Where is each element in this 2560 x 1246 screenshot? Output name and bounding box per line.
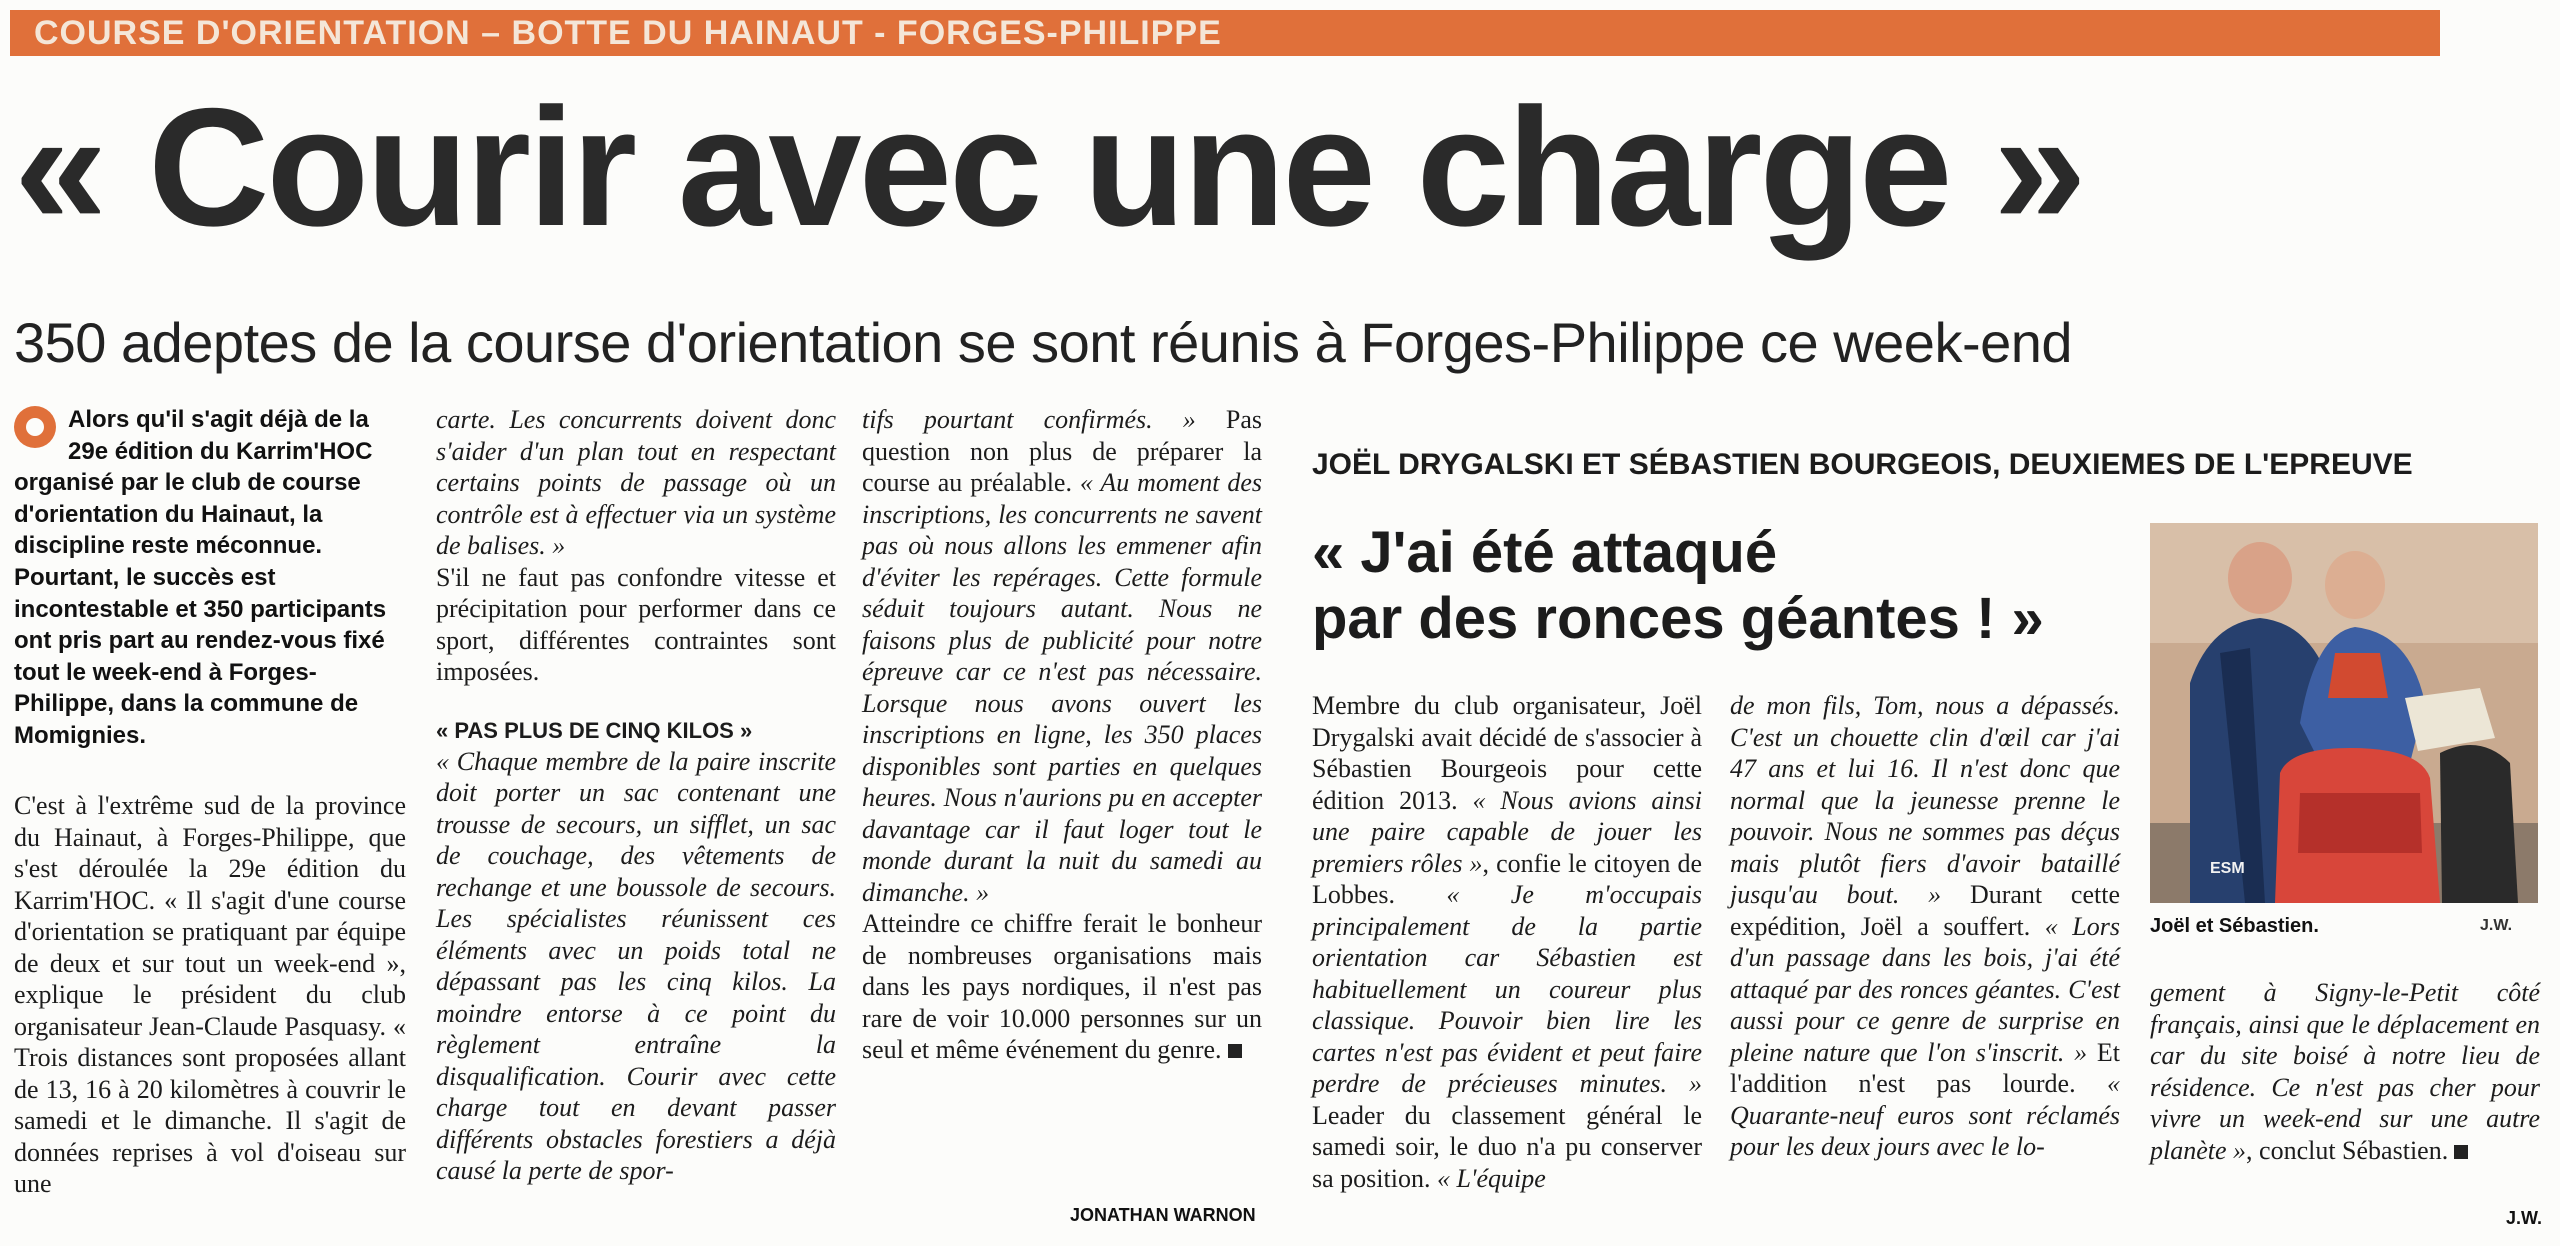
article1-column2-text: S'il ne faut pas confondre vitesse et précipitation pour performer dans ce sport, différentes contraintes sont imposées. [436, 562, 836, 686]
lead-paragraph [14, 404, 406, 752]
photo-caption: Joël et Sébastien. [2150, 915, 2319, 937]
article2-column2-text: de mon fils, Tom, nous a dépassés. C'est un chouette clin d'œil car j'ai 47 ans et lui 16. Il n'est donc que normal que la jeunesse prenne le pouvoir. Nous ne sommes pas déçus mais plutôt fiers d'avoir bataillé jusqu'au bout. » Durant cette expédition, Joël a souffert. « Lors d'un passage dans les bois, j'ai été attaqué par des ronces géantes. C'est aussi pour ce genre de surprise en pleine nature que l'on s'inscrit. » Et l'addition n'est pas lourde. « Quarante-neuf euros sont réclamés pour les deux jours avec le lo- [1730, 691, 2120, 1161]
section-banner [10, 10, 2440, 56]
runners-photo [2150, 523, 2538, 903]
article1-column2 [436, 404, 836, 1187]
article1-column1-text: C'est à l'extrême sud de la province du Hainaut, à Forges-Philippe, que s'est déroulée la 29e édition du Karrim'HOC. « Il s'agit d'une course d'orientation se pratiquant par équipe de deux et sur tout un week-end », explique le président du club organisateur Jean-Claude Pasquasy. « Trois distances sont proposées allant de 13, 16 à 20 kilomètres à couvrir le samedi et le dimanche. Il s'agit de données reprises à vol d'oiseau sur une [14, 791, 406, 1198]
article2-column3-text: gement à Signy-le-Petit côté français, ainsi que le déplacement en car du site boisé à notre lieu de résidence. Ce n'est pas cher pour vivre un week-end sur une autre planète », conclut Sébastien. [2150, 978, 2540, 1165]
main-headline: « Courir avec une charge » [14, 73, 2084, 261]
article2-column1-text: Membre du club organisateur, Joël Drygalski avait décidé de s'associer à Sébastien Bourgeois pour cette édition 2013. « Nous avions ainsi une paire capable de jouer les premiers rôles », confie le citoyen de Lobbes. « Je m'occupais principalement de la partie orientation car Sébastien est habituellement un coureur plus classique. Pouvoir bien lire les cartes n'est pas évident et peut faire perdre de précieuses minutes. » Leader du classement général le samedi soir, le duo n'a pu conserver sa position. « L'équipe [1312, 691, 1703, 1193]
article1-column3-conclusion: Atteindre ce chiffre ferait le bonheur de nombreuses organisations mais dans les pays nordiques, il n'est pas rare de voir 10.000 personnes sur un seul et même événement du genre. [862, 909, 1262, 1064]
article1-column3 [862, 404, 1262, 1066]
subheadline: 350 adeptes de la course d'orientation se sont réunis à Forges-Philippe ce week-end [14, 311, 2073, 374]
section-banner-label: COURSE D'ORIENTATION – BOTTE DU HAINAUT - FORGES-PHILIPPE [34, 14, 1222, 52]
article2-column3 [2150, 977, 2540, 1166]
article2-headline: « J'ai été attaqué par des ronces géantes ! » [1312, 520, 2044, 651]
lead-text: Alors qu'il s'agit déjà de la 29e édition du Karrim'HOC organisé par le club de course d'orientation du Hainaut, la discipline reste méconnue. Pourtant, le succès est incontestable et 350 participants ont pris part au rendez-vous fixé tout le week-end à Forges-Philippe, dans la commune de Momignies. [14, 406, 387, 749]
end-square-icon [2454, 1145, 2468, 1159]
article1-column1 [14, 790, 406, 1200]
article2-column1 [1312, 690, 1702, 1194]
article2-kicker: JOËL DRYGALSKI ET SÉBASTIEN BOURGEOIS, DEUXIEMES DE L'EPREUVE [1312, 448, 2413, 481]
photo-credit: J.W. [2480, 917, 2513, 934]
end-square-icon [1228, 1044, 1242, 1058]
intertitle: « PAS PLUS DE CINQ KILOS » [436, 717, 753, 743]
runners-photo-illustration [2150, 523, 2538, 903]
svg-text:ESM: ESM [2210, 860, 2245, 877]
article1-column2-quote-bag: « Chaque membre de la paire inscrite doit porter un sac contenant une trousse de secours, un sifflet, un sac de couchage, des vêtements de rechange et une boussole de secours. Les spécialistes réunissent ces éléments avec un poids total ne dépassant pas les cinq kilos. La moindre entorse à ce point du règlement entraîne la disqualification. Courir avec cette charge tout en devant passer différents obstacles forestiers a déjà causé la perte de spor- [436, 746, 836, 1185]
article2-column2 [1730, 690, 2120, 1163]
article1-column3-text: tifs pourtant confirmés. » Pas question non plus de préparer la course au préalable. « Au moment des inscriptions, les concurrents ne savent pas où nous allons les emmener afin d'éviter les repérages. Cette formule séduit toujours autant. Nous ne faisons plus de publicité pour notre épreuve car ce n'est pas nécessaire. Lorsque nous avons ouvert les inscriptions en ligne, les 350 places disponibles sont parties en quelques heures. Nous n'aurions pu en accepter davantage car il faut loger tout le monde durant la nuit du samedi au dimanche. » [862, 405, 1262, 907]
article1-signature: JONATHAN WARNON [1070, 1205, 1256, 1225]
article2-signature: J.W. [2506, 1208, 2543, 1228]
article1-column2-quote: carte. Les concurrents doivent donc s'aider d'un plan tout en respectant certains points de passage où un contrôle est à effectuer via un système de balises. » [436, 405, 836, 560]
target-bullet-icon [14, 406, 56, 448]
